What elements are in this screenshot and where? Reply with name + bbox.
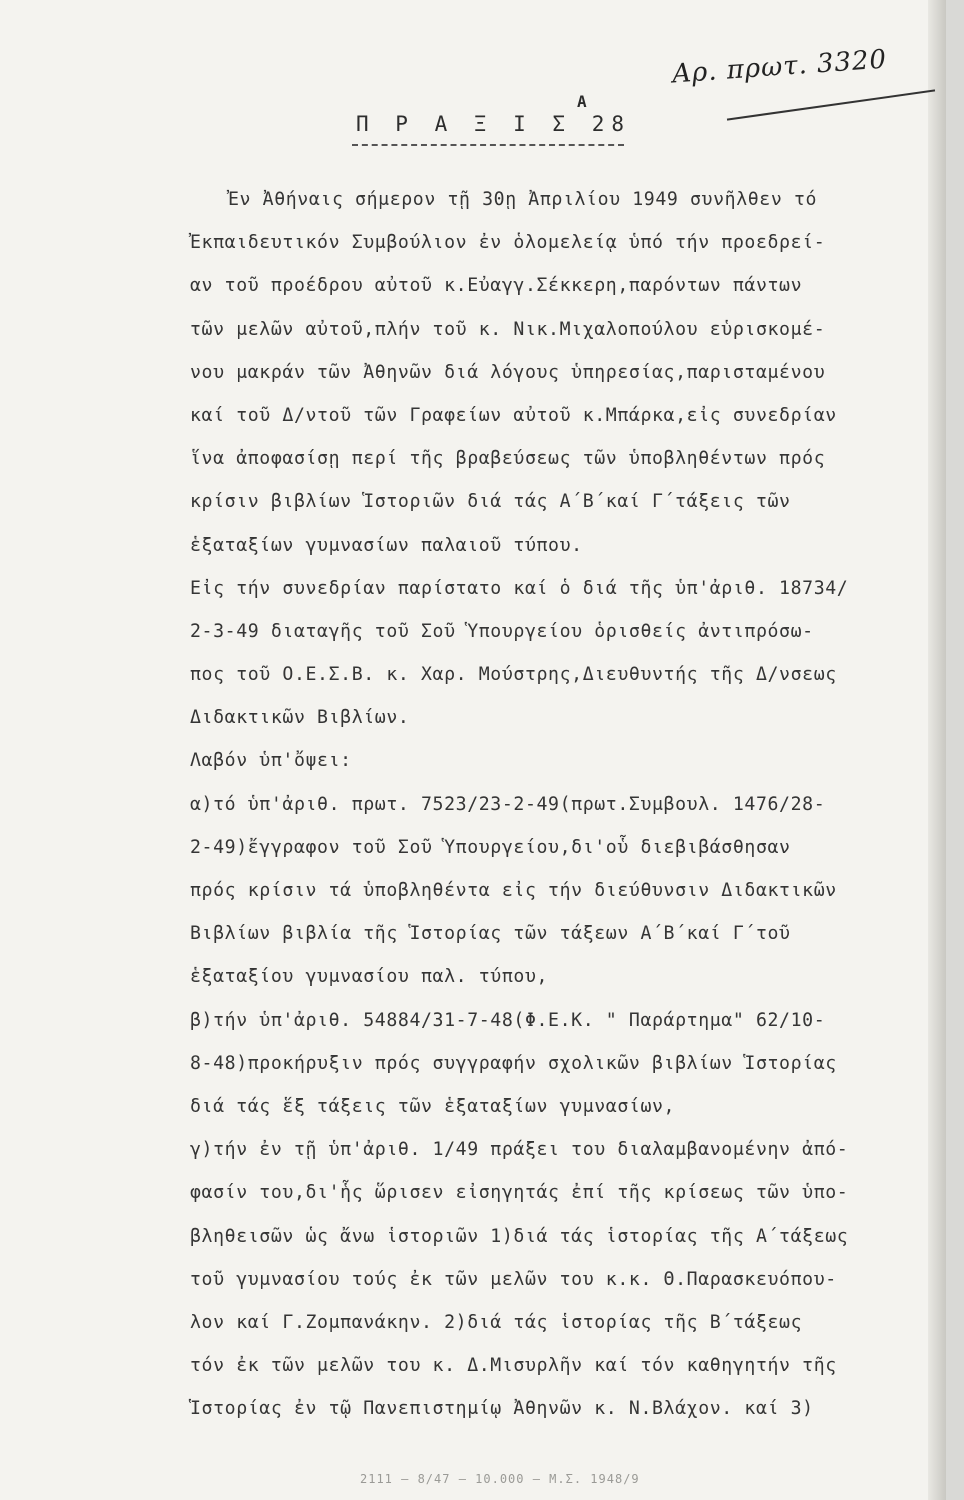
text-line: γ)τήν ἐν τῇ ὑπ'ἀριθ. 1/49 πράξει του διαλαμβανομένην ἀπό- [190, 1139, 849, 1161]
text-line: πρός κρίσιν τά ὑποβληθέντα εἰς τήν διεύθυνσιν Διδακτικῶν [190, 880, 837, 901]
text-line: Ἐν Ἀθήναις σήμερον τῇ 30ῃ Ἀπριλίου 1949 συνῆλθεν τό [228, 189, 818, 210]
text-line: καί τοῦ Δ/ντοῦ τῶν Γραφείων αὐτοῦ κ.Μπάρκα,εἰς συνεδρίαν [190, 404, 837, 426]
title-superscript: Α [577, 92, 587, 111]
page-edge [928, 0, 946, 1500]
text-line: α)τό ὑπ'ἀριθ. πρωτ. 7523/23-2-49(πρωτ.Συμβουλ. 1476/28- [190, 793, 826, 815]
text-line: Λαβόν ὑπ'ὄψει: [190, 750, 352, 772]
text-line: φασίν του,δι'ἧς ὥρισεν εἰσηγητάς ἐπί τῆς κρίσεως τῶν ὑπο- [190, 1182, 849, 1204]
text-line: τόν ἐκ τῶν μελῶν του κ. Δ.Μισυρλῆν καί τόν καθηγητήν τῆς [190, 1355, 837, 1377]
text-line: ἵνα ἀποφασίσῃ περί τῆς βραβεύσεως τῶν ὑποβληθέντων πρός [190, 448, 826, 470]
handwritten-protocol-number: Αρ. πρωτ. 3320 [671, 44, 889, 90]
document-title: Π Ρ Α Ξ Ι Σ 28 [356, 112, 632, 136]
text-line: διά τάς ἕξ τάξεις τῶν ἑξαταξίων γυμνασίων, [190, 1095, 676, 1117]
text-line: τοῦ γυμνασίου τούς ἐκ τῶν μελῶν του κ.κ. Θ.Παρασκευόπου- [190, 1268, 837, 1290]
text-line: τῶν μελῶν αὐτοῦ,πλήν τοῦ κ. Νικ.Μιχαλοπούλου εὑρισκομέ- [190, 318, 826, 340]
text-line: βληθεισῶν ὡς ἄνω ἱστοριῶν 1)διά τάς ἱστορίας τῆς Α΄τάξεως [190, 1225, 849, 1247]
document-body [190, 178, 930, 1430]
text-line: 2-3-49 διαταγῆς τοῦ Σοῦ Ὑπουργείου ὁρισθείς ἀντιπρόσω- [190, 620, 814, 642]
handwritten-underline [727, 89, 935, 120]
title-underline [352, 144, 624, 146]
text-line: ἑξαταξίων γυμνασίων παλαιοῦ τύπου. [190, 534, 583, 556]
text-line: 2-49)ἔγγραφον τοῦ Σοῦ Ὑπουργείου,δι'οὗ διεβιβάσθησαν [190, 836, 791, 858]
text-line: πος τοῦ Ο.Ε.Σ.Β. κ. Χαρ. Μούστρης,Διευθυντής τῆς Δ/νσεως [190, 664, 837, 686]
text-line: κρίσιν βιβλίων Ἱστοριῶν διά τάς Α΄Β΄καί Γ΄τάξεις τῶν [190, 491, 791, 513]
text-line: αν τοῦ προέδρου αὐτοῦ κ.Εὐαγγ.Σέκκερη,παρόντων πάντων [190, 275, 803, 297]
printer-stamp: 2111 — 8/47 — 10.000 — Μ.Σ. 1948/9 [360, 1472, 640, 1486]
text-line: Διδακτικῶν Βιβλίων. [190, 707, 410, 729]
text-line: Ἱστορίας ἐν τῷ Πανεπιστημίῳ Ἀθηνῶν κ. Ν.Βλάχον. καί 3) [190, 1398, 814, 1420]
text-line: Βιβλίων βιβλία τῆς Ἱστορίας τῶν τάξεων Α΄Β΄καί Γ΄τοῦ [190, 923, 791, 945]
text-line: 8-48)προκήρυξιν πρός συγγραφήν σχολικῶν βιβλίων Ἱστορίας [190, 1052, 837, 1074]
text-line: λον καί Γ.Ζομπανάκην. 2)διά τάς ἱστορίας τῆς Β΄τάξεως [190, 1311, 803, 1333]
text-line: Ἐκπαιδευτικόν Συμβούλιον ἐν ὁλομελείᾳ ὑπό τήν προεδρεί- [190, 232, 826, 254]
text-line: ἑξαταξίου γυμνασίου παλ. τύπου, [190, 966, 549, 988]
text-line: β)τήν ὑπ'ἀριθ. 54884/31-7-48(Φ.Ε.Κ. " Παράρτημα" 62/10- [190, 1009, 826, 1031]
text-line: Εἰς τήν συνεδρίαν παρίστατο καί ὁ διά τῆς ὑπ'ἀριθ. 18734/ [190, 577, 849, 599]
text-line: νου μακράν τῶν Ἀθηνῶν διά λόγους ὑπηρεσίας,παρισταμένου [190, 361, 826, 383]
